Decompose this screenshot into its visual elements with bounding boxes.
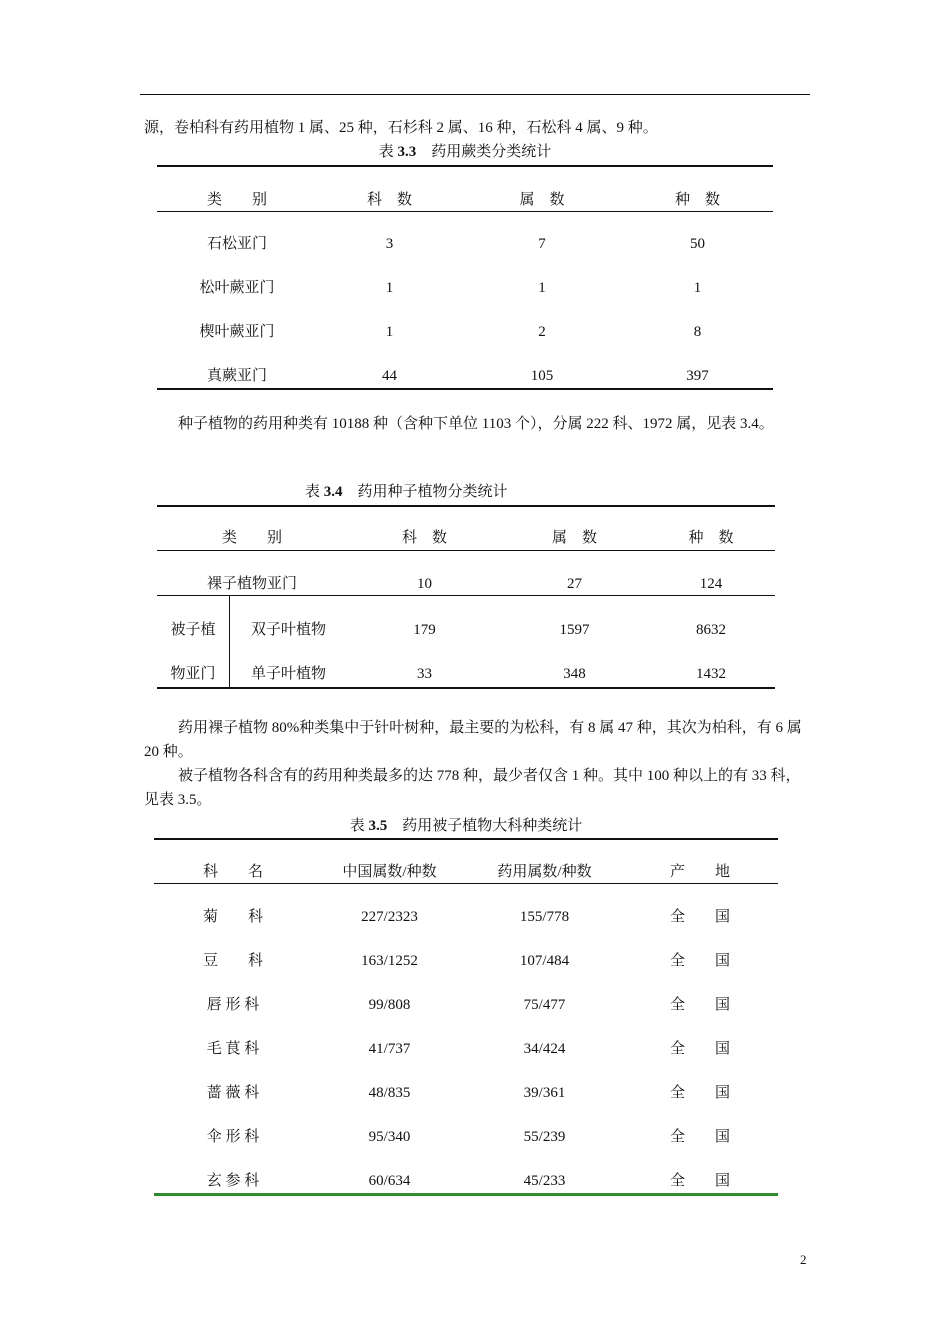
header-rule	[157, 550, 775, 551]
angio-label-line2: 物亚门	[170, 666, 216, 682]
table-3-5	[154, 814, 778, 1198]
header-genus: 属 数	[519, 192, 565, 208]
paragraph-gymnosperms: 药用裸子植物 80%种类集中于针叶树种，最主要的为松科，有 8 属 47 种，其次为柏科，有 6 属 20 种。	[144, 720, 802, 760]
header-origin: 产 地	[669, 864, 730, 880]
cell-family: 10	[417, 576, 432, 592]
caption-title: 药用被子植物大科种类统计	[402, 818, 583, 834]
cell-species: 8632	[696, 622, 726, 638]
table-3-4-caption	[305, 482, 508, 502]
cell-family-name: 伞 形 科	[206, 1129, 260, 1145]
header-rule	[154, 883, 778, 884]
paragraph-seed-plants: 种子植物的药用种类有 10188 种（含种下单位 1103 个），分属 222 科、1972 属，见表 3.4。	[178, 416, 774, 432]
paragraph-angiosperms: 被子植物各科含有的药用种类最多的达 778 种，最少者仅含 1 种。其中 100 种以上的有 33 科，见表 3.5。	[144, 768, 801, 808]
table-3-5-caption	[154, 816, 778, 836]
cell-species: 1	[693, 280, 702, 296]
bottom-rule	[154, 1193, 778, 1196]
caption-gap	[420, 144, 428, 160]
cell-genus: 1	[538, 280, 546, 296]
cell-origin: 全 国	[669, 997, 730, 1013]
header-china-genus-species: 中国属数/种数	[342, 864, 437, 880]
cell-category: 裸子植物亚门	[206, 576, 297, 592]
header-rule	[140, 94, 810, 95]
cell-family: 1	[385, 280, 394, 296]
header-family: 科 数	[366, 192, 412, 208]
cell-species: 50	[690, 236, 705, 252]
cell-family: 33	[417, 666, 432, 682]
cell-medicinal-count: 75/477	[523, 997, 566, 1013]
cell-family-name: 菊 科	[202, 909, 263, 925]
cell-origin: 全 国	[669, 1085, 730, 1101]
header-genus: 属 数	[551, 530, 597, 546]
cell-family: 179	[413, 622, 436, 638]
cell-medicinal-count: 34/424	[523, 1041, 566, 1057]
header-species: 种 数	[674, 192, 720, 208]
cell-family: 3	[385, 236, 394, 252]
table-3-4	[157, 482, 775, 692]
caption-label: 表	[378, 144, 394, 160]
cell-family-name: 豆 科	[202, 953, 263, 969]
cell-genus: 1597	[559, 622, 590, 638]
cell-china-count: 99/808	[368, 997, 411, 1013]
bottom-rule	[157, 388, 773, 390]
cell-genus: 7	[538, 236, 546, 252]
cell-category: 楔叶蕨亚门	[199, 324, 275, 340]
cell-family: 44	[382, 368, 397, 384]
cell-medicinal-count: 45/233	[523, 1173, 566, 1189]
header-category: 类 别	[206, 192, 267, 208]
header-family: 科 数	[401, 530, 447, 546]
mid-rule	[157, 595, 775, 596]
cell-species: 124	[699, 576, 723, 592]
cell-category: 松叶蕨亚门	[199, 280, 275, 296]
cell-subclass: 双子叶植物	[250, 622, 326, 638]
cell-genus: 348	[563, 666, 586, 682]
angio-label-line1: 被子植	[170, 622, 216, 638]
cell-genus: 2	[538, 324, 546, 340]
page-number: 2	[800, 1252, 807, 1267]
cell-family-name: 毛 茛 科	[206, 1041, 260, 1057]
header-species: 种 数	[688, 530, 734, 546]
cell-origin: 全 国	[669, 1173, 730, 1189]
cell-genus: 105	[530, 368, 554, 384]
cell-origin: 全 国	[669, 909, 730, 925]
top-rule	[157, 165, 773, 167]
cell-origin: 全 国	[669, 1041, 730, 1057]
header-family-name: 科 名	[202, 864, 263, 880]
caption-number: 3.5	[368, 818, 388, 834]
cell-medicinal-count: 55/239	[523, 1129, 566, 1145]
cell-china-count: 48/835	[368, 1085, 411, 1101]
caption-gap	[391, 818, 399, 834]
cell-china-count: 60/634	[368, 1173, 411, 1189]
cell-origin: 全 国	[669, 953, 730, 969]
caption-label: 表	[305, 484, 321, 500]
cell-origin: 全 国	[669, 1129, 730, 1145]
bottom-rule	[157, 687, 775, 689]
cell-family-name: 唇 形 科	[206, 997, 260, 1013]
cell-species: 8	[693, 324, 702, 340]
cell-family: 1	[385, 324, 394, 340]
cell-subclass: 单子叶植物	[250, 666, 326, 682]
cell-medicinal-count: 39/361	[523, 1085, 566, 1101]
cell-medicinal-count: 155/778	[519, 909, 570, 925]
caption-number: 3.4	[323, 484, 343, 500]
caption-number: 3.3	[397, 144, 417, 160]
cell-china-count: 163/1252	[361, 953, 418, 969]
cell-medicinal-count: 107/484	[519, 953, 570, 969]
table-3-3-caption	[157, 142, 773, 162]
top-rule	[154, 838, 778, 840]
caption-title: 药用蕨类分类统计	[431, 144, 552, 160]
intro-line: 源，卷柏科有药用植物 1 属、25 种，石杉科 2 属、16 种，石松科 4 属、9 种。	[144, 120, 658, 136]
header-category: 类 别	[221, 530, 282, 546]
cell-species: 1432	[696, 666, 726, 682]
cell-family-name: 玄 参 科	[206, 1173, 260, 1189]
cell-category: 石松亚门	[206, 236, 267, 252]
cell-category: 真蕨亚门	[206, 368, 267, 384]
cell-species: 397	[686, 368, 709, 384]
cell-family-name: 蔷 薇 科	[206, 1085, 260, 1101]
cell-china-count: 227/2323	[361, 909, 418, 925]
caption-label: 表	[349, 818, 365, 834]
header-medicinal-genus-species: 药用属数/种数	[497, 864, 592, 880]
cell-china-count: 41/737	[368, 1041, 411, 1057]
caption-title: 药用种子植物分类统计	[357, 484, 508, 500]
cell-china-count: 95/340	[368, 1129, 411, 1145]
header-rule	[157, 211, 773, 212]
table-3-3	[157, 142, 773, 392]
top-rule	[157, 505, 775, 507]
cell-genus: 27	[567, 576, 582, 592]
caption-gap	[346, 484, 354, 500]
